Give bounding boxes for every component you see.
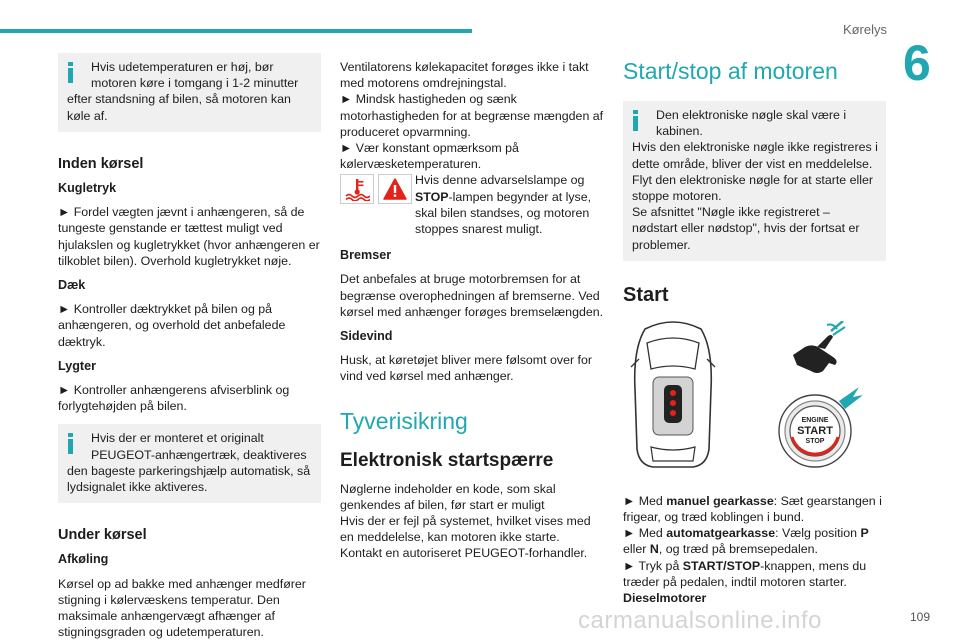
note-text: Se afsnittet "Nøgle ikke registreret – nødstart eller nødstop", hvis der fortsat er problemer.	[632, 205, 860, 252]
paragraph: Hvis der er fejl på systemet, hvilket vises med en meddelelse, kan motoren ikke starte.	[340, 514, 591, 545]
column-1	[58, 53, 321, 640]
hand-press-icon	[787, 321, 849, 377]
subheading-tyres: Dæk	[58, 278, 86, 293]
note-text: efter standsning af bilen, så motoren kan køle af.	[67, 92, 291, 123]
note-text: Hvis udetemperaturen er høj, bør motoren køre i tomgang i 1-2 minutter	[91, 60, 299, 91]
subheading-brakes: Bremser	[340, 248, 392, 263]
car-key-location-icon	[623, 319, 723, 471]
paragraph-automatic-gearbox: ► Med automatgearkasse: Vælg position P eller N, og træd på bremsepedalen.	[623, 526, 869, 557]
info-icon	[68, 433, 73, 454]
subheading-cooling: Afkøling	[58, 552, 109, 567]
note-text: Hvis den elektroniske nøgle ikke registreres i dette område, bliver der vist en meddelelse.	[632, 140, 878, 171]
paragraph: Kontakt en autoriseret PEUGEOT-forhandler.	[340, 546, 588, 561]
stop-lamp-label: STOP	[415, 189, 449, 204]
note-text: den bageste parkeringshjælp automatisk, så lydsignalet ikke aktiveres.	[67, 463, 311, 495]
paragraph: ► Mindsk hastigheden og sænk motorhastigheden for at begrænse mængden af produceret opvarmning.	[340, 92, 604, 139]
note-text: Den elektroniske nøgle skal være i kabinen.	[656, 108, 847, 139]
subheading-towball: Kugletryk	[58, 181, 117, 196]
heading-before-driving: Inden kørsel	[58, 155, 144, 172]
running-header: Kørelys	[842, 22, 887, 37]
chapter-number: 6	[903, 35, 931, 91]
paragraph-manual-gearbox: ► Med manuel gearkasse: Sæt gearstangen i frigear, og træd koblingen i bund.	[623, 493, 882, 525]
section-title-antitheft: Tyverisikring	[340, 407, 468, 434]
page-number: 109	[909, 610, 930, 624]
paragraph: ► Fordel vægten jævnt i anhængeren, så de tungeste genstande er tættest muligt ved hjulakslen og kugletrykket (hvor anhængeren er tilkoblet bilen). Overhold kugletrykket nøje.	[58, 205, 320, 268]
paragraph: ► Kontroller dæktrykket på bilen og på anhængeren, og overhold det anbefalede dæktryk.	[58, 302, 286, 349]
subheading-diesel: Dieselmotorer	[623, 591, 707, 606]
subheading-lights: Lygter	[58, 358, 97, 373]
subheading-crosswind: Sidevind	[340, 329, 393, 344]
watermark: carmanualsonline.info	[578, 607, 822, 634]
column-2	[340, 59, 604, 562]
stop-warning-icon	[378, 174, 412, 204]
paragraph: ► Kontroller anhængerens afviserblink og forlygtehøjden på bilen.	[58, 383, 290, 414]
paragraph: Det anbefales at bruge motorbremsen for at begrænse overophedningen af bremserne. Ved kørsel med anhænger forøges bremselængden.	[340, 272, 604, 319]
paragraph: ► Vær konstant opmærksom på kølervæsketemperaturen.	[340, 141, 519, 172]
info-note	[58, 424, 321, 503]
start-illustration	[623, 319, 886, 479]
paragraph: Nøglerne indeholder en kode, som skal genkendes af bilen, før start er muligt	[340, 481, 556, 512]
button-text-start: START	[797, 424, 833, 437]
note-text: Flyt den elektroniske nøgle for at starte eller stoppe motoren.	[632, 172, 874, 204]
info-icon	[633, 110, 638, 131]
engine-start-stop-button-icon	[775, 385, 865, 469]
heading-while-driving: Under kørsel	[58, 527, 147, 544]
button-text-stop: STOP	[805, 437, 825, 445]
info-note	[58, 53, 321, 132]
paragraph: Husk, at køretøjet bliver mere følsomt over for vind ved kørsel med anhænger.	[340, 353, 592, 384]
coolant-temperature-warning-icon	[340, 174, 374, 204]
button-text-engine: ENGINE	[801, 416, 829, 424]
column-3	[623, 53, 886, 606]
info-note	[623, 101, 886, 261]
heading-start: Start	[623, 283, 669, 306]
info-icon	[68, 62, 73, 83]
heading-immobiliser: Elektronisk startspærre	[340, 449, 554, 471]
paragraph: Ventilatorens kølekapacitet forøges ikke i takt med motorens omdrejningstal.	[340, 60, 589, 91]
warning-lamp-paragraph: Hvis denne advarselslampe og STOP-lampen begynder at lyse, skal bilen standses, og motoren stoppes snarest muligt.	[340, 172, 604, 237]
header-accent-bar	[0, 29, 472, 33]
section-title-start-stop: Start/stop af motoren	[623, 58, 838, 84]
paragraph: Kørsel op ad bakke med anhænger medfører stigning i kølervæskens temperatur. Den maksimale anhængervægt afhænger af stigningsgraden og udetemperaturen.	[58, 576, 306, 640]
paragraph-press-button: ► Tryk på START/STOP-knappen, mens du træder på pedalen, indtil motoren starter.	[623, 558, 867, 589]
note-text: Hvis der er monteret et originalt PEUGEOT-anhængertræk, deaktiveres	[91, 431, 307, 462]
